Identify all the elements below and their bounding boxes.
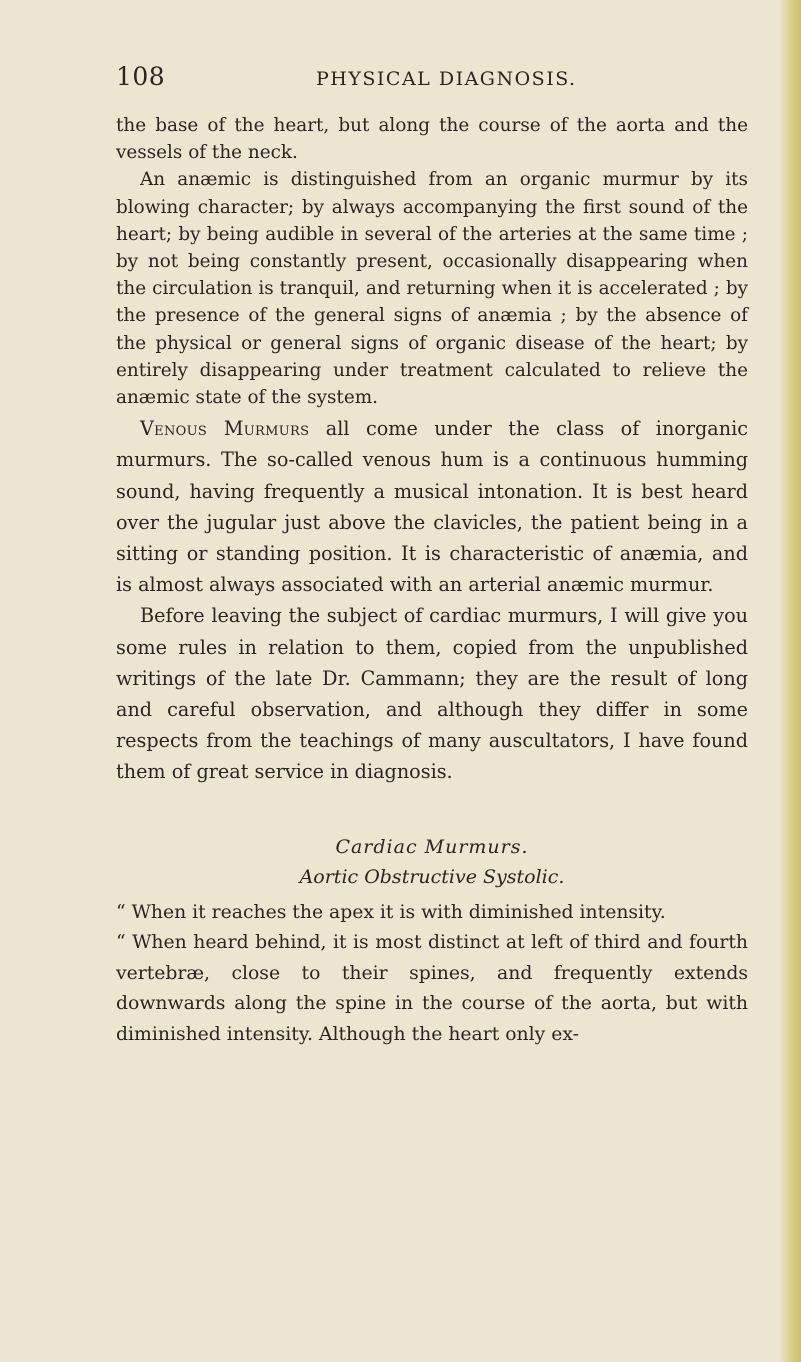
venous-murmurs-lead: Venous Murmurs <box>140 417 310 441</box>
venous-murmurs-text: all come under the class of inorganic murmurs. The so-called venous hum is a continuous humming sound, having frequently a musical intonation. It is best heard over the jugular just above the clavicles, the patient being in a sitting or standing position. It is characteristic of anæmia, and is almost always associated with an arterial anæmic murmur. <box>116 417 748 597</box>
page-header <box>116 62 736 98</box>
paragraph-continuation: the base of the heart, but along the course of the aorta and the vessels of the neck. <box>116 115 748 164</box>
page-body <box>116 112 748 1051</box>
page-number: 108 <box>116 62 166 91</box>
subsection-title: Aortic Obstructive Systolic. <box>299 865 565 888</box>
page-edge-shadow <box>779 0 801 1362</box>
paragraph-before-leaving: Before leaving the subject of cardiac murmurs, I will give you some rules in relation to them, copied from the unpublished writings of the late Dr. Cammann; they are the result of long and careful observation, and although they differ in some respects from the teachings of many auscultators, I have found them of great service in diagnosis. <box>116 604 748 784</box>
quote-heard-behind: “ When heard behind, it is most distinct at left of third and fourth vertebræ, close to their spines, and frequently extends downwards along the spine in the course of the aorta, but with diminished intensity. Although the heart only ex- <box>116 932 748 1046</box>
paragraph-venous-murmurs <box>116 413 748 600</box>
section-title: Cardiac Murmurs. <box>335 835 529 858</box>
running-head: PHYSICAL DIAGNOSIS. <box>316 68 577 90</box>
quote-apex: “ When it reaches the apex it is with diminished intensity. <box>116 901 666 923</box>
paragraph-anaemic-murmur: An anæmic is distinguished from an organic murmur by its blowing character; by always accompanying the first sound of the heart; by being audible in several of the arteries at the same time ; by not being constantly present, occasionally disappearing when the circulation is tranquil, and returning when it is accelerated ; by the presence of the general signs of anæmia ; by the absence of the physical or general signs of organic disease of the heart; by entirely disappearing under treatment calculated to relieve the anæmic state of the system. <box>116 169 748 409</box>
